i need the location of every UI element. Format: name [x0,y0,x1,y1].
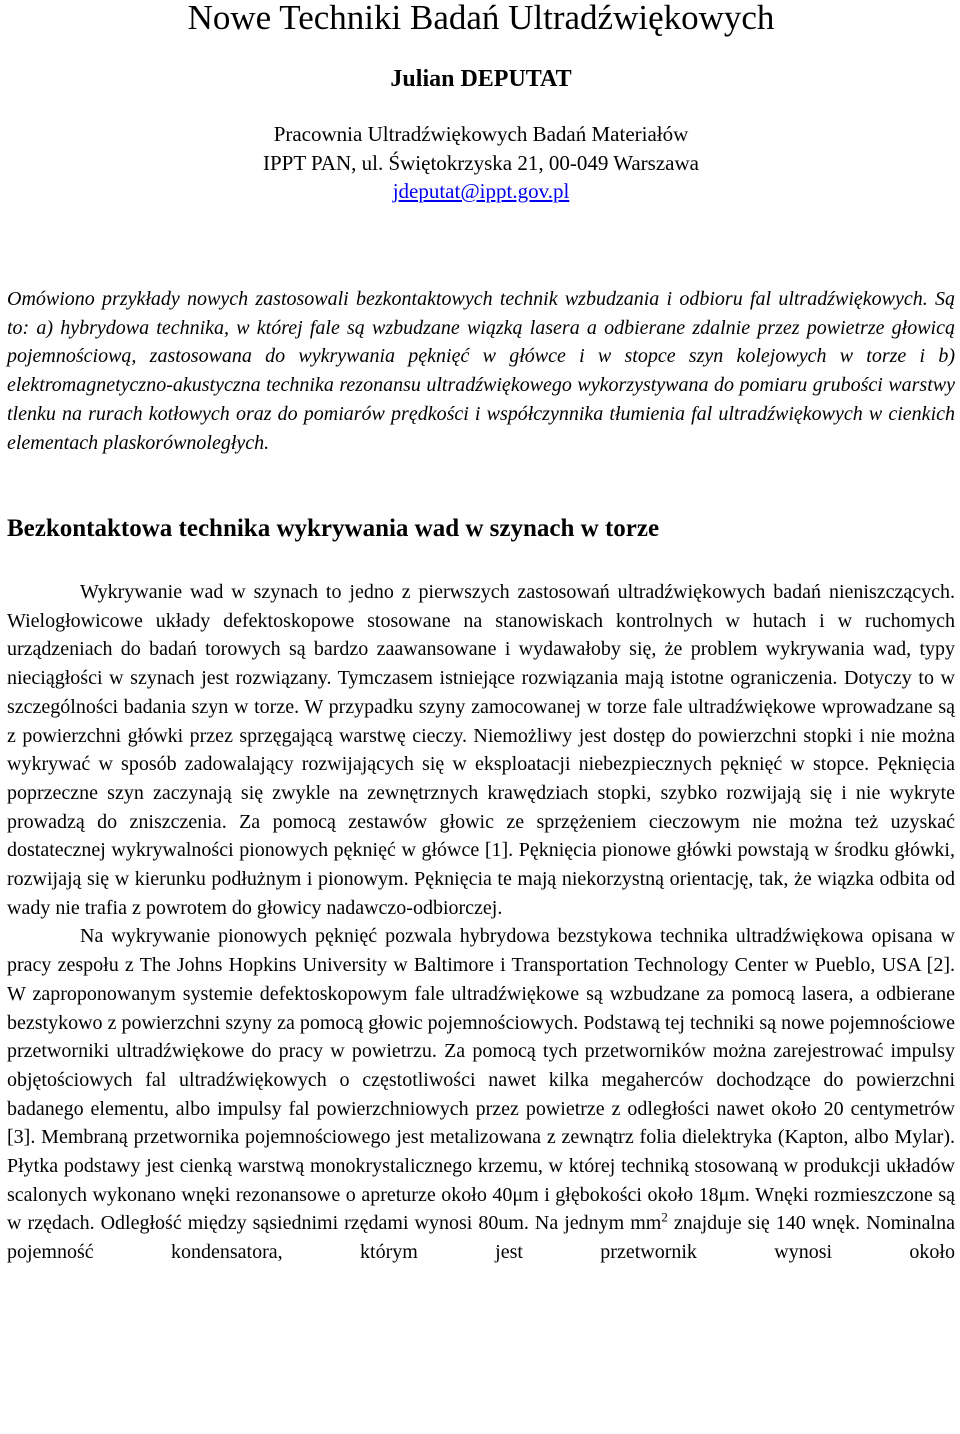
affiliation-email-line [7,177,955,205]
paper-title: Nowe Techniki Badań Ultradźwiękowych [187,0,775,37]
abstract: Omówiono przykłady nowych zastosowali bezkontaktowych technik wzbudzania i odbioru fal ultradźwiękowych. Są to: a) hybrydowa technika, w której fale są wzbudzane wiązką lasera a odbierane zdalnie przez powietrze głowicą pojemnościową, zastosowana do wykrywania pęknięć w główce i w stopce szyn kolejowych w torze i b) elektromagnetyczno-akustyczna technika rezonansu ultradźwiękowego wykorzystywana do pomiaru grubości warstwy tlenku na rurach kotłowych oraz do pomiarów prędkości i współczynnika tłumienia fal ultradźwiękowych w cienkich elementach plaskorównoległych. [7,288,955,454]
affiliation-line-2: IPPT PAN, ul. Świętokrzyska 21, 00-049 Warszawa [263,151,699,175]
paragraph-1: Wykrywanie wad w szynach to jedno z pierwszych zastosowań ultradźwiękowych badań nieniszczących. Wielogłowicowe układy defektoskopowe stosowane na stanowiskach kontrolnych w hutach i w ruchomych urządzeniach do badań torowych są bardzo zaawansowane i wydawałoby się, że problem wykrywania wad, typy nieciągłości w szynach jest rozwiązany. Tymczasem istniejące rozwiązania mają istotne ograniczenia. Dotyczy to w szczególności badania szyn w torze. W przypadku szyny zamocowanej w torze fale ultradźwiękowe wprowadzane są z powierzchni główki przez sprzęgającą warstwę cieczy. Niemożliwy jest dostęp do powierzchni stopki i nie można wykrywać w sposób zadowalający rozwijających się w eksploatacji niebezpiecznych pęknięć w stopce. Pęknięcia poprzeczne szyn zaczynają się zwykle na zewnętrznych krawędziach stopki, szybko rozwijają się i nie wykryte prowadzą do zniszczenia. Za pomocą zestawów głowic ze sprzężeniem cieczowym nie można też uzyskać dostatecznej wykrywalności pionowych pęknięć w główce [1]. Pęknięcia pionowe główki powstają w środku główki, rozwijają się w kierunku podłużnym i pionowym. Pęknięcia te mają niekorzystną orientację, tak, że wiązka odbita od wady nie trafia z powrotem do głowicy nadawczo-odbiorczej. [7,581,955,919]
author-name: Julian DEPUTAT [390,66,572,92]
section-heading: Bezkontaktowa technika wykrywania wad w szynach w torze [7,515,660,542]
affiliation-line-1: Pracownia Ultradźwiękowych Badań Materiałów [273,122,689,146]
superscript: 2 [661,1209,668,1225]
email-link[interactable]: jdeputat@ippt.gov.pl [392,179,570,203]
paragraph-2 [7,922,955,1266]
paragraph-2-text-b: znajduje się 140 wnęk. Nominalna pojemność kondensatora, którym jest przetwornik wynosi około [7,1212,955,1264]
paragraph-2-text-a: Na wykrywanie pionowych pęknięć pozwala hybrydowa bezstykowa technika ultradźwiękowa opisana w pracy zespołu z The Johns Hopkins University w Baltimore i Transportation Technology Center w Pueblo, USA [2]. W zaproponowanym systemie defektoskopowym fale ultradźwiękowe są wzbudzane za pomocą lasera, a odbierane bezstykowo z powierzchni szyny za pomocą głowic pojemnościowych. Podstawą tej techniki są nowe pojemnościowe przetworniki ultradźwiękowe do pracy w powietrzu. Za pomocą tych przetworników można zarejestrować impulsy objętościowych fal ultradźwiękowych o częstotliwości nawet kilka megaherców dochodzące do powierzchni badanego elementu, albo impulsy fal powierzchniowych przez powietrze z odległości nawet około 20 centymetrów [3]. Membraną przetwornika pojemnościowego jest metalizowana z zewnątrz folia dielektryka (Kapton, albo Mylar). Płytka podstawy jest cienką warstwą monokrystalicznego krzemu, w której techniką stosowaną w produkcji układów scalonych wykonano wnęki rezonansowe o apreturze około 40μm i głębokości około 18μm. Wnęki rozmieszczone są w rzędach. Odległość między sąsiednimi rzędami wynosi 80um. Na jednym mm [7,925,955,1235]
body-text [7,578,955,1267]
